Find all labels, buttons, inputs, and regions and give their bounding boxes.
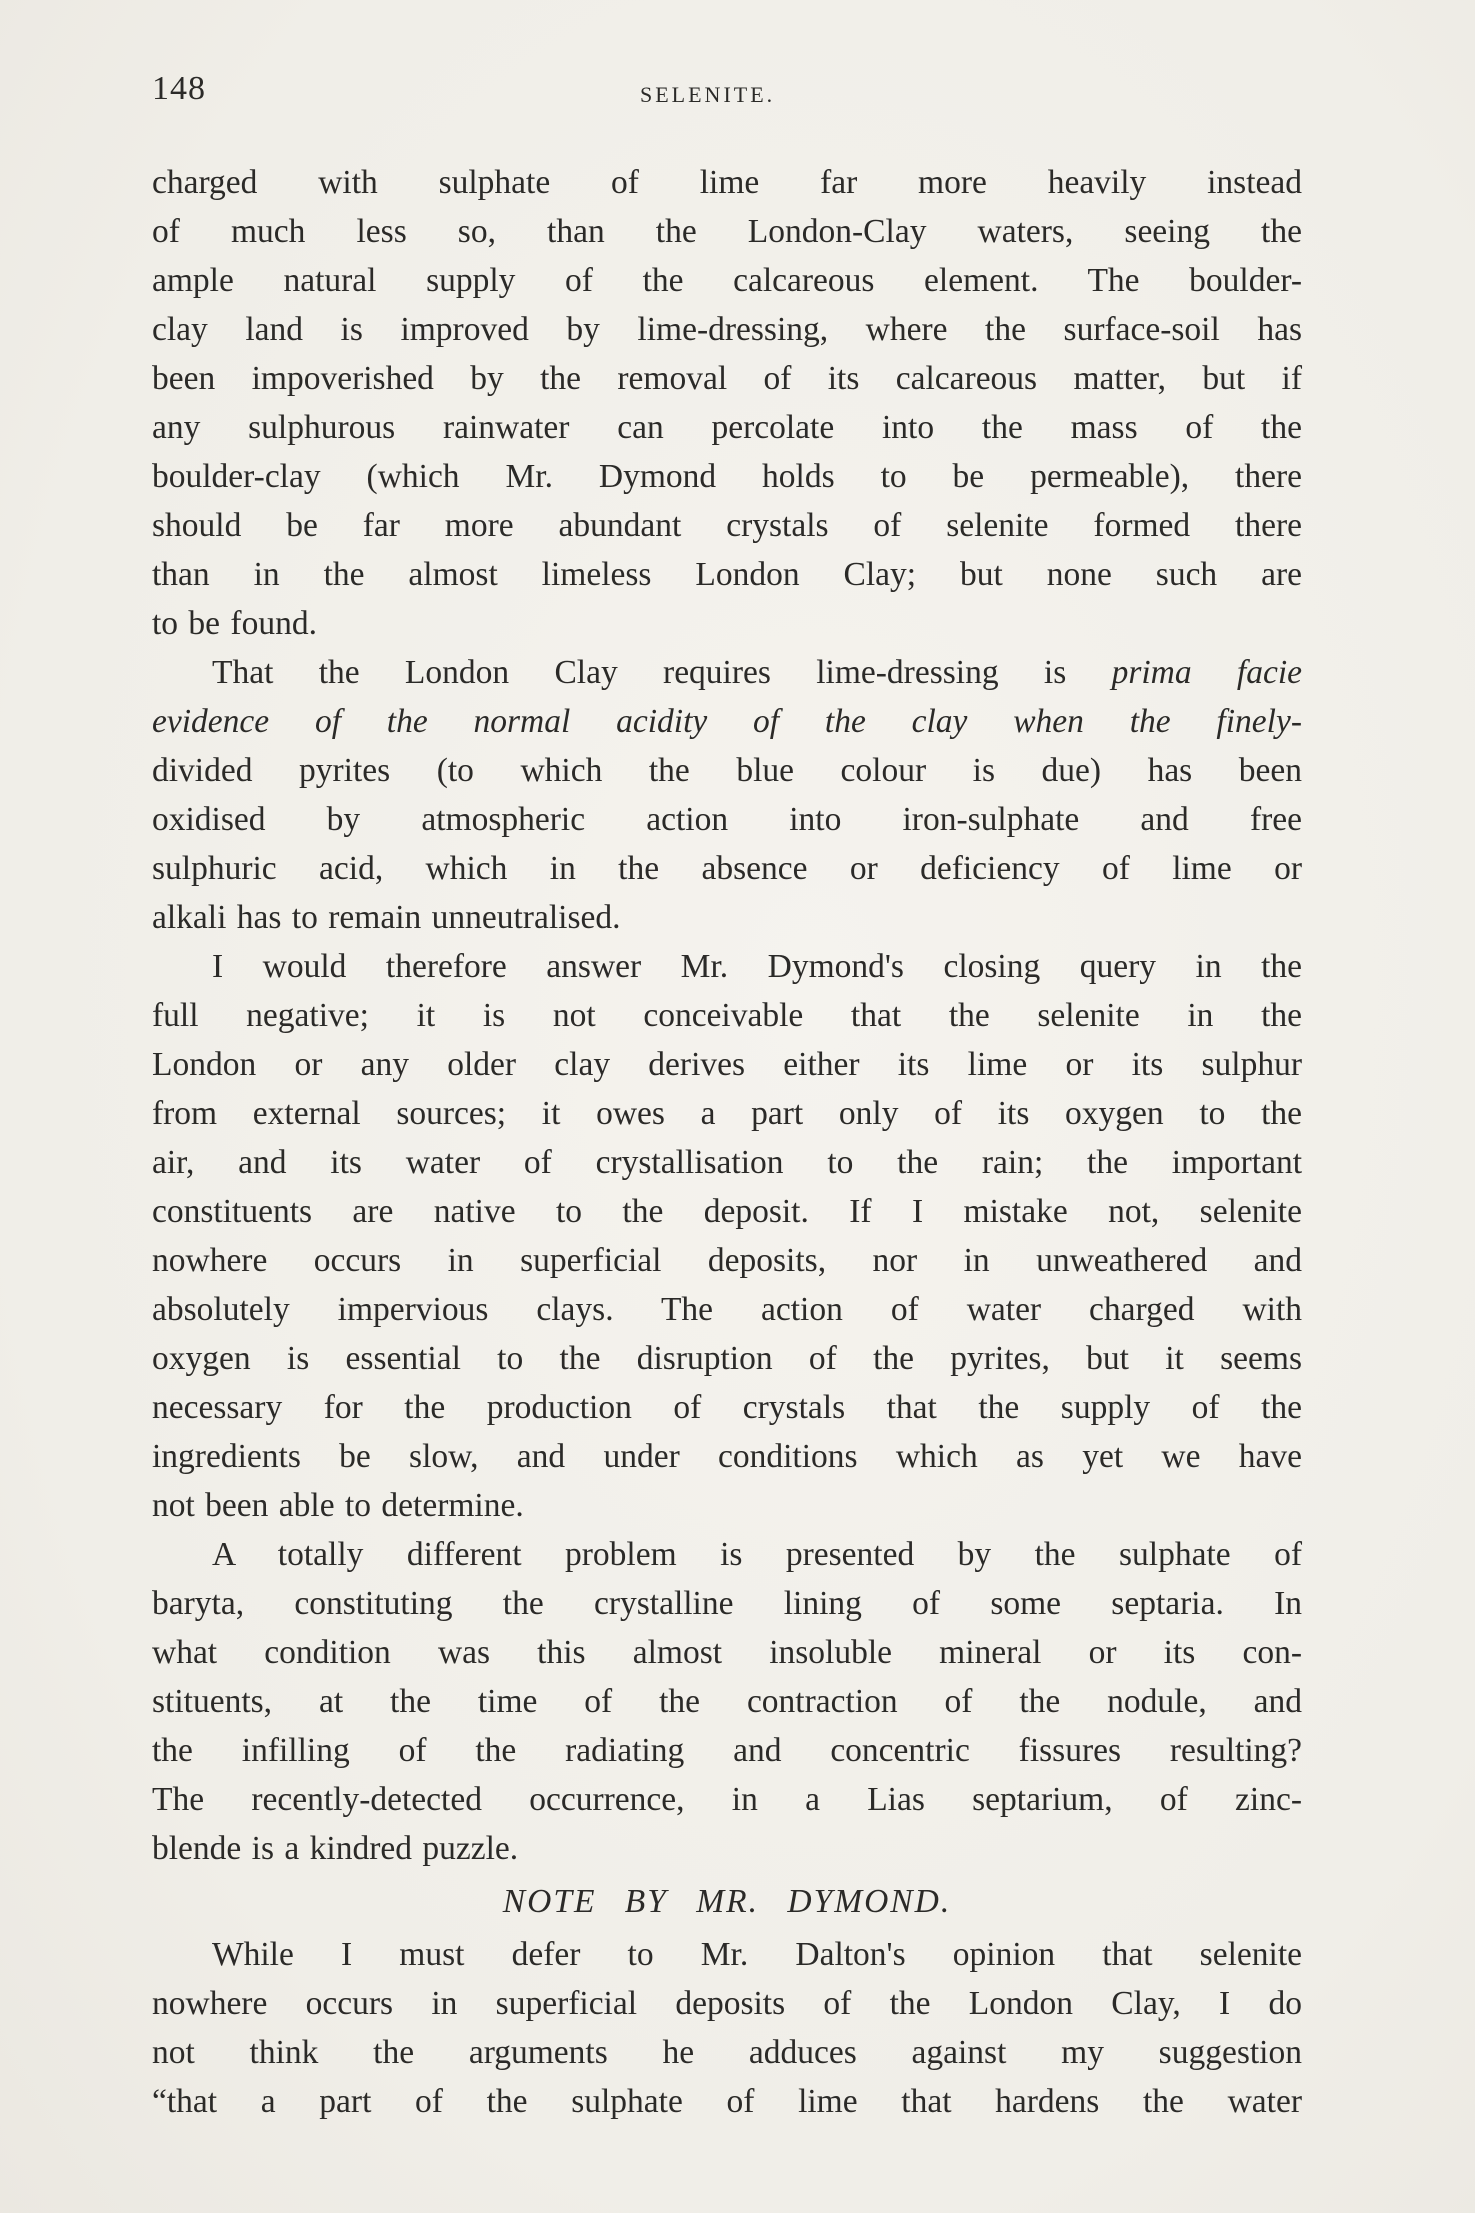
text-line: baryta, constituting the crystalline lining of some septaria. In — [152, 1585, 1302, 1622]
text-line: been impoverished by the removal of its calcareous matter, but if — [152, 360, 1302, 397]
text-line: oxygen is essential to the disruption of the pyrites, but it seems — [152, 1340, 1302, 1377]
text-line: absolutely impervious clays. The action of water charged with — [152, 1291, 1302, 1328]
text-line: from external sources; it owes a part only of its oxygen to the — [152, 1095, 1302, 1132]
text-line: the infilling of the radiating and concentric fissures resulting? — [152, 1732, 1302, 1769]
text-line: nowhere occurs in superficial deposits, nor in unweathered and — [152, 1242, 1302, 1279]
text-line: charged with sulphate of lime far more heavily instead — [152, 164, 1302, 201]
text-line: “that a part of the sulphate of lime that hardens the water — [152, 2083, 1302, 2120]
text-line: divided pyrites (to which the blue colour is due) has been — [152, 752, 1302, 789]
text-line: nowhere occurs in superficial deposits of the London Clay, I do — [152, 1985, 1302, 2022]
text-line: boulder-clay (which Mr. Dymond holds to be permeable), there — [152, 458, 1302, 495]
note-heading: NOTE BY MR. DYMOND. — [502, 1883, 952, 1920]
text-line: alkali has to remain unneutralised. — [152, 899, 621, 936]
paragraph — [152, 158, 1302, 648]
text-line — [152, 697, 1302, 746]
text-line: necessary for the production of crystals that the supply of the — [152, 1389, 1302, 1426]
paragraph — [152, 1930, 1302, 2126]
text-line: not been able to determine. — [152, 1487, 524, 1524]
text-segment: That the London Clay requires lime-dressing is — [212, 654, 1112, 691]
page-number: 148 — [152, 70, 206, 107]
text-line: clay land is improved by lime-dressing, where the surface-soil has — [152, 311, 1302, 348]
text-line: of much less so, than the London-Clay waters, seeing the — [152, 213, 1302, 250]
text-line: I would therefore answer Mr. Dymond's closing query in the — [212, 948, 1302, 985]
text-line: blende is a kindred puzzle. — [152, 1830, 519, 1867]
body-text — [152, 158, 1302, 2126]
text-line: ample natural supply of the calcareous element. The boulder- — [152, 262, 1302, 299]
text-line: sulphuric acid, which in the absence or deficiency of lime or — [152, 850, 1302, 887]
text-line: ingredients be slow, and under conditions which as yet we have — [152, 1438, 1302, 1475]
paragraph — [152, 1530, 1302, 1873]
text-line: full negative; it is not conceivable that the selenite in the — [152, 997, 1302, 1034]
text-line: constituents are native to the deposit. If I mistake not, selenite — [152, 1193, 1302, 1230]
text-line: what condition was this almost insoluble mineral or its con- — [152, 1634, 1302, 1671]
text-line: oxidised by atmospheric action into iron-sulphate and free — [152, 801, 1302, 838]
text-line: air, and its water of crystallisation to the rain; the important — [152, 1144, 1302, 1181]
paragraph — [152, 648, 1302, 942]
text-line — [152, 648, 1302, 697]
text-line: not think the arguments he adduces against my suggestion — [152, 2034, 1302, 2071]
text-line: A totally different problem is presented by the sulphate of — [212, 1536, 1302, 1573]
text-line: While I must defer to Mr. Dalton's opinion that selenite — [212, 1936, 1302, 1973]
text-line: than in the almost limeless London Clay; but none such are — [152, 556, 1302, 593]
italic-phrase: evidence — [152, 703, 270, 740]
paragraph — [152, 942, 1302, 1530]
running-head — [152, 70, 1302, 120]
text-line: The recently-detected occurrence, in a Lias septarium, of zinc- — [152, 1781, 1302, 1818]
text-line: should be far more abundant crystals of selenite formed there — [152, 507, 1302, 544]
italic-phrase: prima facie — [1111, 654, 1303, 691]
text-line: stituents, at the time of the contraction of the nodule, and — [152, 1683, 1302, 1720]
text-line: to be found. — [152, 605, 317, 642]
text-line: any sulphurous rainwater can percolate into the mass of the — [152, 409, 1302, 446]
running-title: SELENITE. — [640, 82, 776, 107]
text-segment: of the normal acidity of the clay when the finely- — [269, 703, 1302, 740]
text-line: London or any older clay derives either its lime or its sulphur — [152, 1046, 1302, 1083]
